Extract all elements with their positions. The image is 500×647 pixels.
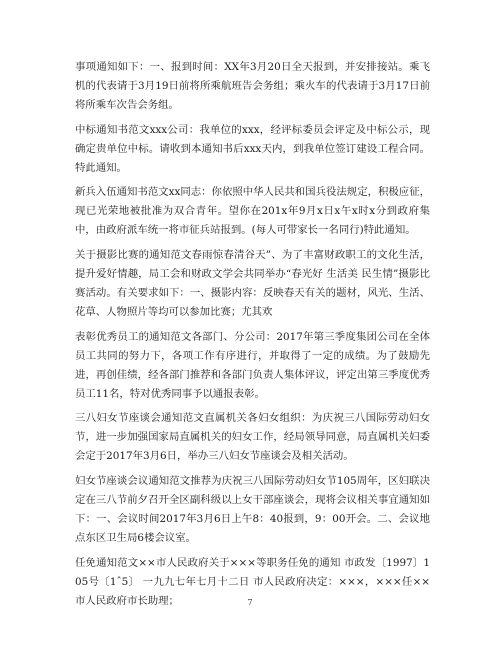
- paragraph-appointment-notice: 任免通知范文××市人民政府关于×××等职务任免的通知 市政发〔1997〕105号〔1ˆ5〕 一九九七年七月十二日 市人民政府决定：×××，×××任××市人民政府市长助理；: [75, 556, 430, 607]
- paragraph-photo-contest-notice: 关于摄影比赛的通知范文春雨惊春清谷天”、为了丰富财政职工的文化生活，提升爱好情趣，局工会和财政文学会共同举办“春光好 生活美 民生情”摄影比赛活动。有关要求如下：一、摄影内容：反映春天有关的题材，风光、生活、花草、人物照片等均可以参加比赛；尤其欢: [75, 249, 430, 318]
- paragraph-womens-day-forum: 三八妇女节座谈会通知范文直属机关各妇女组织：为庆祝三八国际劳动妇女节，进一步加强国家局直属机关的妇女工作，经局领导同意，局直属机关妇委会定于2017年3月6日，举办三八妇女节座谈会及相关活动。: [75, 412, 430, 463]
- paragraph-bid-award-notice: 中标通知书范文xxx公司：我单位的xxx，经评标委员会评定及中标公示，现确定贵单位中标。请收到本通知书后xxx天内，到我单位签订建设工程合同。特此通知。: [75, 123, 430, 174]
- paragraph-enlistment-notice: 新兵入伍通知书范文xx同志：你依照中华人民共和国兵役法规定，积极应征，现已光荣地被批准为双合青年。望你在201x年9月x日x午x时x分到政府集中，由政府派车统一将市征兵站报到。(每人可带家长一名同行)特此通知。: [75, 186, 430, 237]
- paragraph-womens-day-meeting: 妇女节座谈会议通知范文推荐为庆祝三八国际劳动妇女节105周年，区妇联决定在三八节前夕召开全区副科级以上女干部座谈会，现将会议相关事宜通知如下：一、会议时间2017年3月6日上午8：40报到，9：00开会。二、会议地点东区卫生局6楼会议室。: [75, 475, 430, 544]
- document-body: [75, 58, 430, 616]
- paragraph-employee-commendation: 表彰优秀员工的通知范文各部门、分公司：2017年第三季度集团公司在全体员工共同的努力下，各项工作有序进行，并取得了一定的成绩。为了鼓励先进，再创佳绩，经各部门推荐和各部门负责人集体评议，评定出第三季度优秀员工11名，特对优秀同事予以通报表彰。: [75, 330, 430, 400]
- paragraph-meeting-notice: 事项通知如下：一、报到时间：XX年3月20日全天报到，并安排接站。乘飞机的代表请于3月19日前将所乘航班告会务组；乘火车的代表请于3月17日前将所乘车次告会务组。: [75, 61, 430, 111]
- page-number: 7: [247, 598, 253, 607]
